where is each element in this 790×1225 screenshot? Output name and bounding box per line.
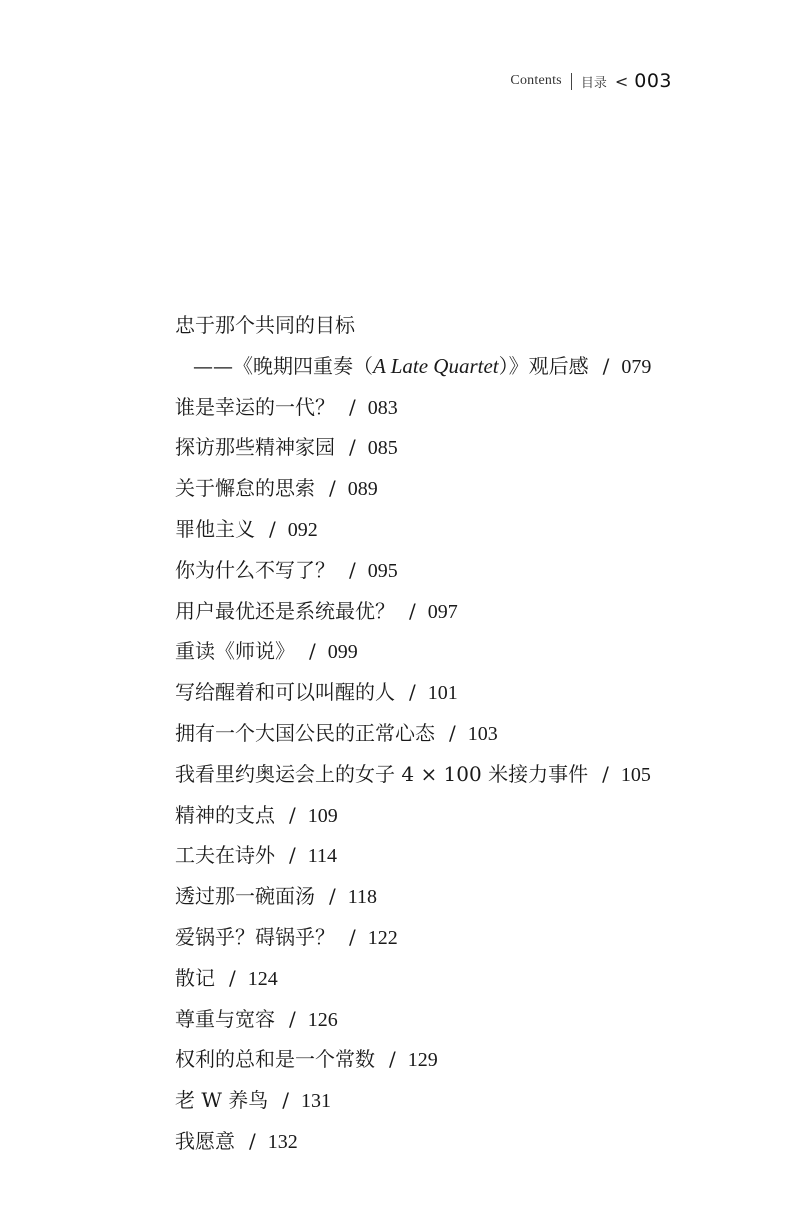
toc-separator: / [409,680,416,705]
toc-entry [175,427,735,468]
toc-entry [175,1080,735,1121]
toc-separator: / [269,516,276,541]
toc-entry-title: 工夫在诗外 [175,843,275,868]
chevron-left-icon: < [614,71,629,91]
toc-entry [175,795,735,836]
toc-page-number: 114 [307,845,338,868]
toc-entry-title: 我愿意 [175,1128,235,1153]
toc-entry-title: 精神的支点 [175,802,275,827]
toc-entry-title: 我看里约奥运会上的女子 4 × 100 米接力事件 [175,761,589,786]
toc-separator: / [349,435,356,460]
toc-entry [175,1121,735,1162]
toc-entry-title-pre: ——《晚期四重奏（ [193,353,373,378]
toc-entry [175,550,735,591]
toc-separator: / [389,1047,396,1072]
toc-page-number: 126 [307,1008,338,1031]
toc-entry [175,387,735,428]
toc-entry-title: 用户最优还是系统最优？ [175,598,395,623]
running-header [510,70,672,92]
toc-entry-title: 拥有一个大国公民的正常心态 [175,720,435,745]
toc-separator: / [409,598,416,623]
toc-page-number: 109 [307,804,338,827]
toc-entry [175,631,735,672]
toc-entry-title-en: A Late Quartet [373,353,499,378]
toc-entry-title: 散记 [175,965,215,990]
toc-separator: / [349,394,356,419]
toc-separator: / [289,843,296,868]
toc-separator: / [309,639,316,664]
toc-entry-title: 罪他主义 [175,516,255,541]
toc-page-number: 092 [287,518,318,541]
toc-page-number: 129 [407,1049,438,1072]
toc-entry-title: 探访那些精神家园 [175,435,335,460]
toc-entry [175,713,735,754]
toc-separator: / [229,965,236,990]
toc-entry-title: 爱锅乎？碍锅乎？ [175,924,335,949]
toc-page-number: 099 [327,641,358,664]
toc-entry [175,672,735,713]
toc-page-number: 122 [367,926,398,949]
toc-page-number: 131 [301,1090,332,1113]
toc-page-number: 083 [367,396,398,419]
toc-entry-title: 关于懈怠的思索 [175,476,315,501]
header-contents-label: Contents [510,73,562,88]
toc-page-number: 118 [347,886,378,909]
toc-entry [175,1039,735,1080]
toc-entry-title: 透过那一碗面汤 [175,884,315,909]
toc-separator: / [602,353,610,378]
toc-entry-title: 写给醒着和可以叫醒的人 [175,680,395,705]
toc-separator: / [289,1006,296,1031]
toc-entry [175,917,735,958]
toc-page-number: 085 [367,437,398,460]
header-page-number: 003 [634,70,672,92]
toc-separator: / [289,802,296,827]
toc-page-number: 132 [267,1130,298,1153]
toc-page-number: 124 [247,967,278,990]
toc-entry [175,509,735,550]
toc-entry [175,999,735,1040]
toc-entry [175,591,735,632]
toc-entry-title: 你为什么不写了？ [175,557,335,582]
toc-entry [175,835,735,876]
toc-separator: / [349,924,356,949]
toc-entry [175,754,735,795]
header-mulu-label: 目录 [580,75,607,91]
toc-page-number: 089 [347,478,378,501]
toc-entry-title: 尊重与宽容 [175,1006,275,1031]
toc-page-number: 079 [621,355,652,378]
toc-entry-title: 谁是幸运的一代？ [175,394,335,419]
toc-separator: / [249,1128,256,1153]
header-divider [571,73,572,90]
toc-entry [175,468,735,509]
toc-page-number: 097 [427,600,458,623]
toc-separator: / [602,761,609,786]
toc-entry [175,305,735,346]
toc-page-number: 101 [427,682,458,705]
toc-separator: / [449,720,456,745]
toc-separator: / [282,1088,290,1113]
toc-page-number: 095 [367,559,398,582]
toc-entry-title: 重读《师说》 [175,639,295,664]
toc-entry-title: 忠于那个共同的目标 [175,313,355,337]
toc-page-number: 103 [467,722,498,745]
toc-entry-title: 老 W 养鸟 [175,1088,269,1113]
toc-entry-subtitle [175,346,735,387]
toc-separator: / [349,557,356,582]
toc-separator: / [329,884,336,909]
table-of-contents [175,305,735,1162]
toc-entry-title: 权利的总和是一个常数 [175,1047,375,1072]
toc-entry-title-post: ）》观后感 [498,353,589,378]
toc-entry [175,958,735,999]
toc-entry [175,876,735,917]
toc-separator: / [329,476,336,501]
toc-page-number: 105 [620,763,651,786]
